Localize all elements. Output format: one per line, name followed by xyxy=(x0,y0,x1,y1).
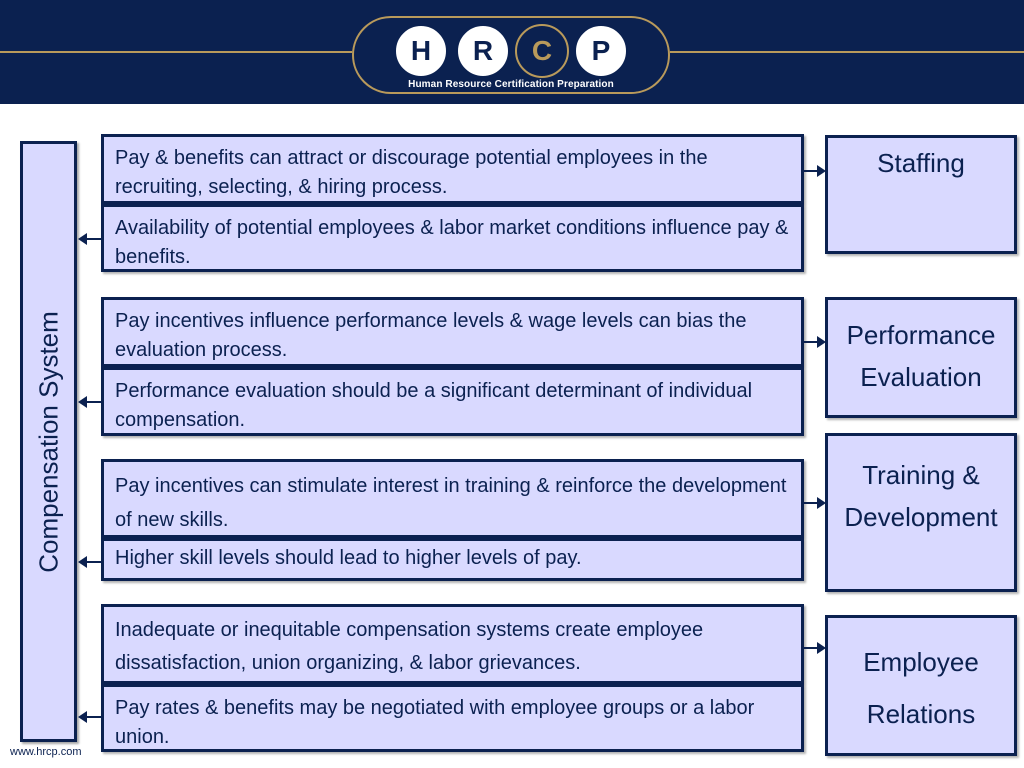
target-training-development xyxy=(825,433,1017,592)
footer-url[interactable]: www.hrcp.com xyxy=(10,746,82,758)
target-training-line1: Training & xyxy=(862,460,980,490)
target-relations-line2: Relations xyxy=(866,699,976,729)
statement-box-relations-in: Pay rates & benefits may be negotiated with employee groups or a labor union. xyxy=(101,684,804,752)
statement-box-performance-out: Pay incentives influence performance levels & wage levels can bias the evaluation process. xyxy=(101,297,804,367)
compensation-system-label: Compensation System xyxy=(33,310,63,573)
compensation-system-box xyxy=(20,141,77,742)
statement-box-performance-in: Performance evaluation should be a significant determinant of individual compensation. xyxy=(101,367,804,436)
arrow-from-performance xyxy=(86,401,101,403)
header-rule-right xyxy=(670,51,1024,53)
statement-box-staffing-in: Availability of potential employees & labor market conditions influence pay & benefits. xyxy=(101,204,804,272)
target-staffing-line1: Staffing xyxy=(877,148,965,178)
statement-box-staffing-out: Pay & benefits can attract or discourage potential employees in the recruiting, selecting, & hiring process. xyxy=(101,134,804,204)
arrow-to-training xyxy=(804,502,818,504)
arrow-from-relations xyxy=(86,716,101,718)
target-performance-line2: Evaluation xyxy=(860,362,982,392)
header-banner xyxy=(0,0,1024,104)
logo-letter-p: P xyxy=(574,24,628,78)
arrow-to-performance xyxy=(804,341,818,343)
target-staffing xyxy=(825,135,1017,254)
target-performance-line1: Performance xyxy=(846,320,996,350)
logo-letter-c: C xyxy=(515,24,569,78)
arrow-from-staffing xyxy=(86,238,101,240)
target-training-line2: Development xyxy=(844,502,998,532)
target-employee-relations xyxy=(825,615,1017,756)
arrow-to-relations xyxy=(804,647,818,649)
statement-box-relations-out: Inadequate or inequitable compensation systems create employee dissatisfaction, union organizing, & labor grievances. xyxy=(101,604,804,684)
header-rule-left xyxy=(0,51,352,53)
logo-letter-r: R xyxy=(456,24,510,78)
arrow-from-training xyxy=(86,561,101,563)
arrow-to-staffing xyxy=(804,170,818,172)
logo-letter-h: H xyxy=(394,24,448,78)
target-performance-evaluation xyxy=(825,297,1017,418)
statement-box-training-in: Higher skill levels should lead to higher levels of pay. xyxy=(101,538,804,581)
target-relations-line1: Employee xyxy=(863,647,979,677)
logo-tagline: Human Resource Certification Preparation xyxy=(408,79,614,90)
statement-box-training-out: Pay incentives can stimulate interest in training & reinforce the development of new skills. xyxy=(101,459,804,538)
